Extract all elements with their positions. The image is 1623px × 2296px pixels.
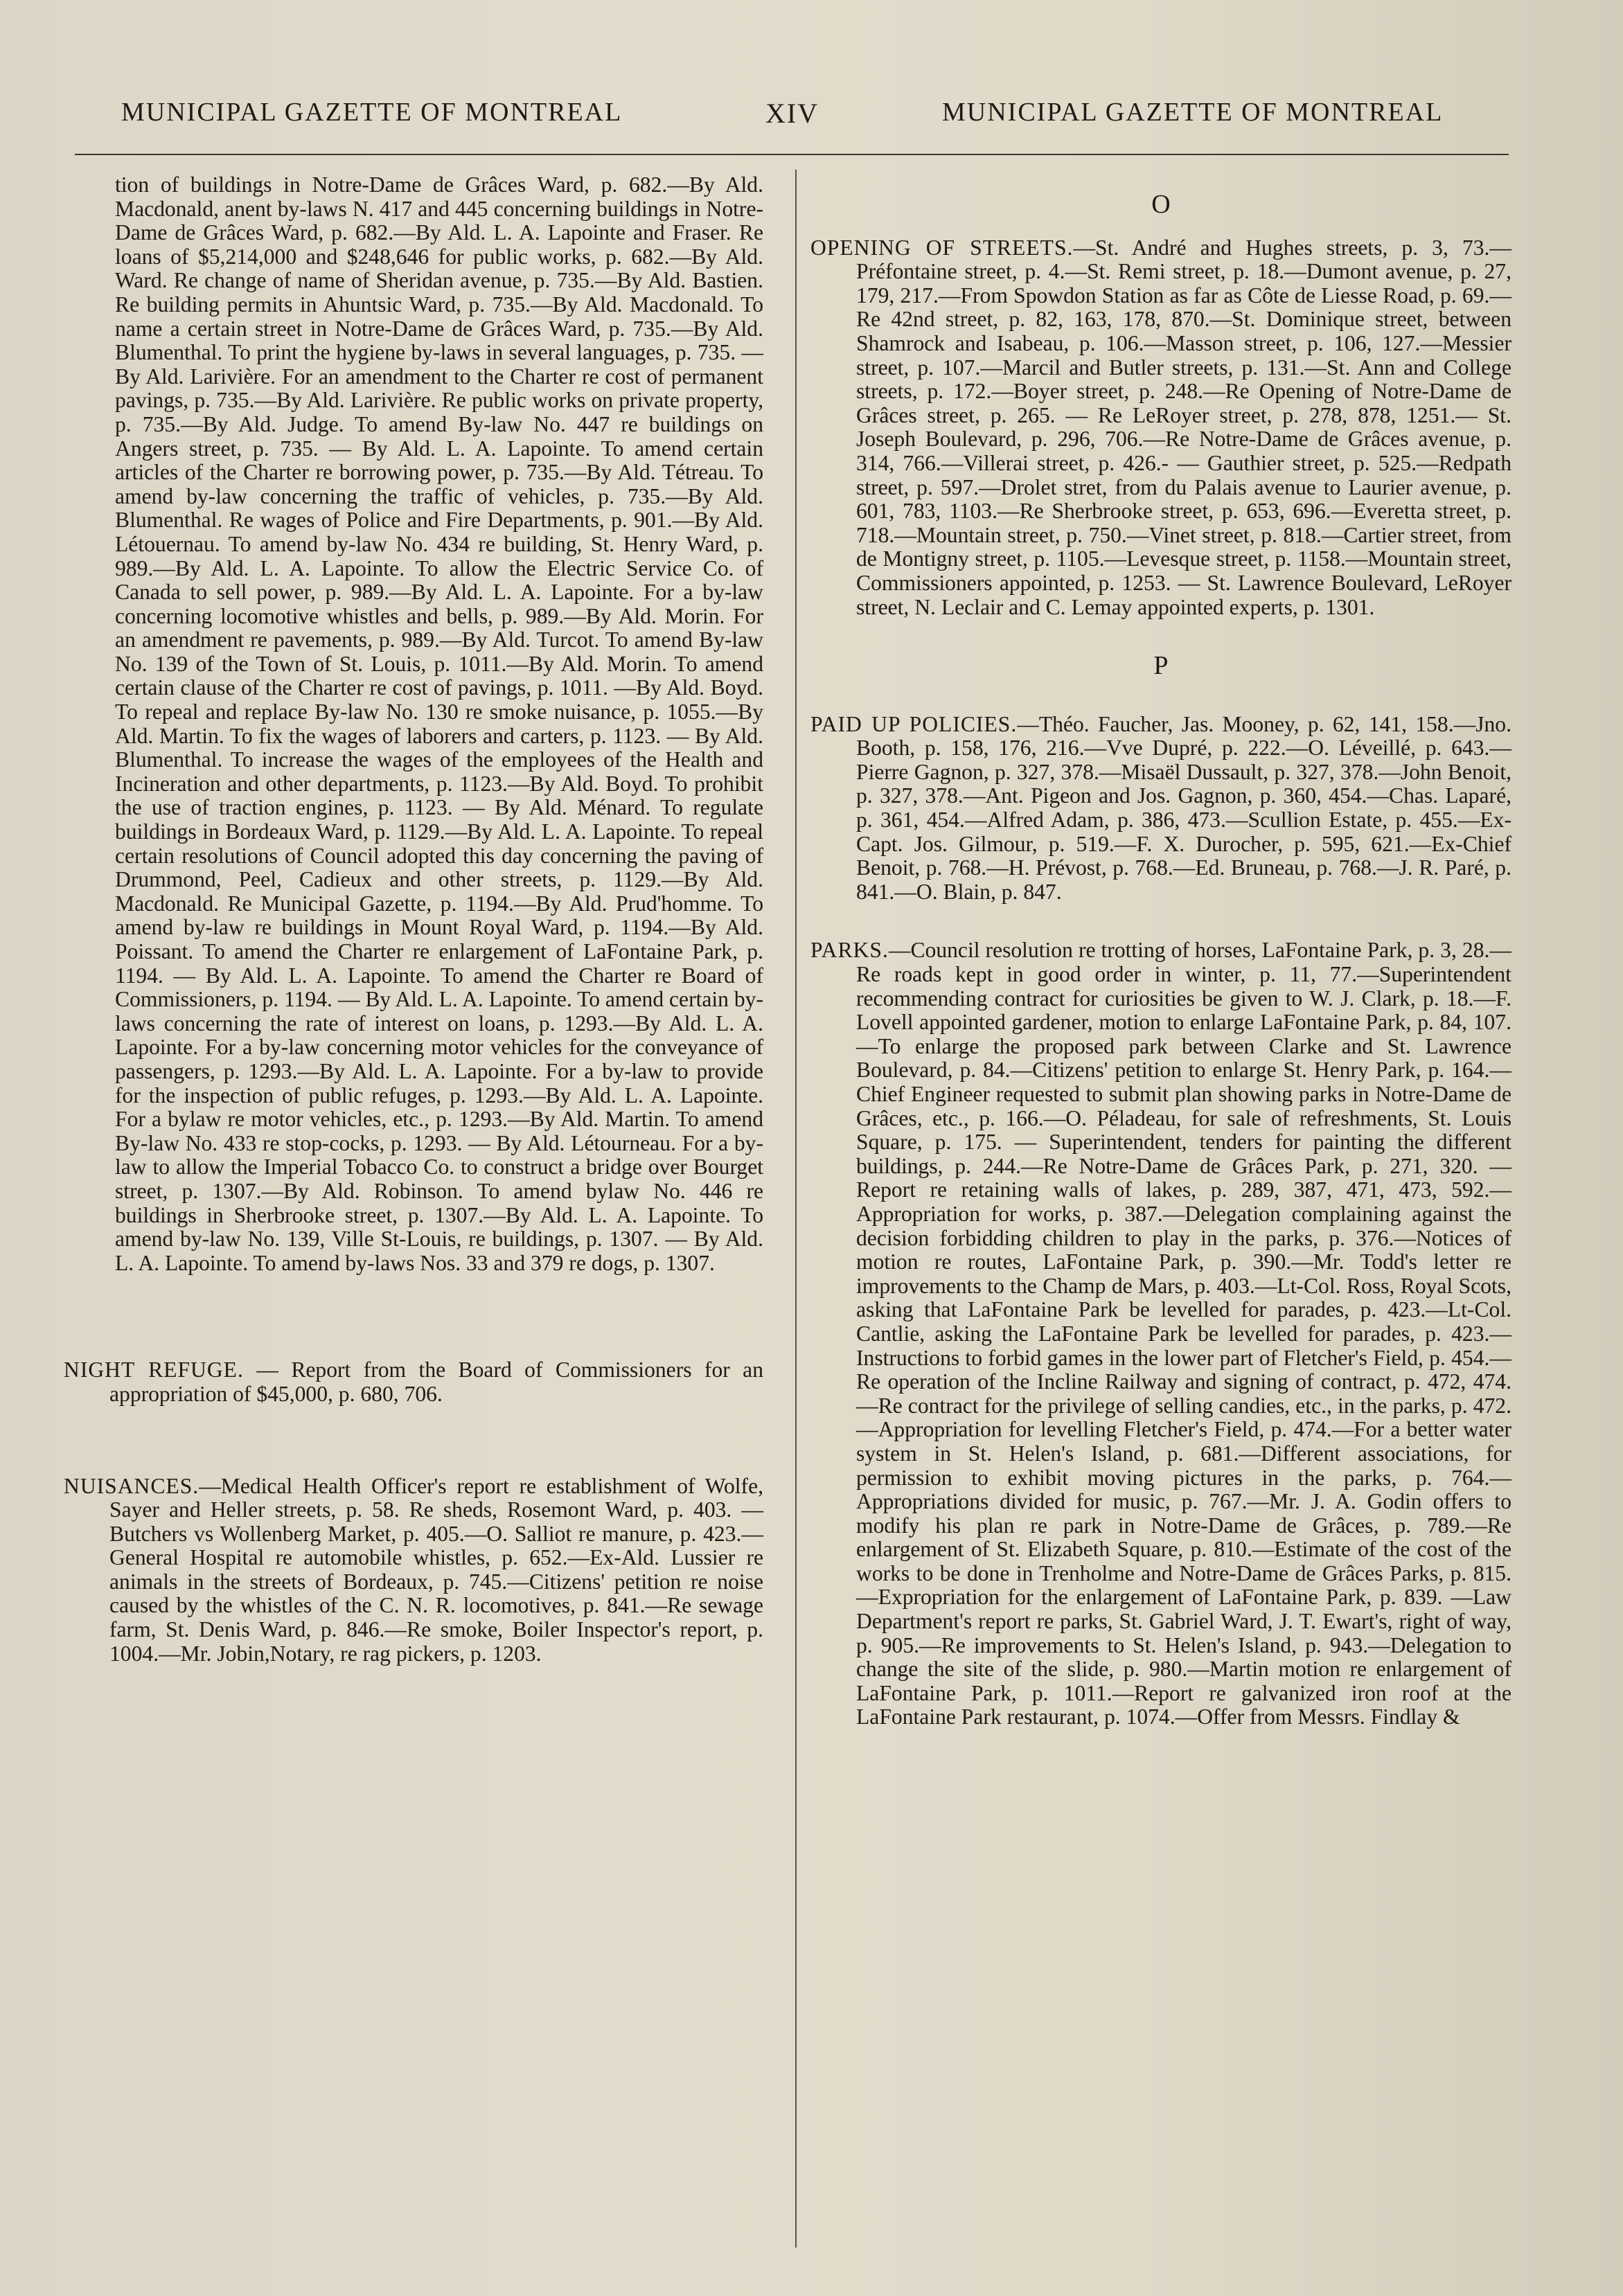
spacer bbox=[810, 217, 1511, 236]
spacer bbox=[64, 1455, 763, 1475]
index-entry-nuisances bbox=[64, 1475, 763, 1666]
page-number: XIV bbox=[765, 98, 819, 129]
spacer bbox=[810, 619, 1511, 654]
spacer bbox=[810, 904, 1511, 938]
entry-text: —Théo. Faucher, Jas. Mooney, p. 62, 141, 158.—Jno. Booth, p. 158, 176, 216.—Vve Dupré, p. 222.—O. Léveillé, p. 643.—Pierre Gagnon, p. 327, 378.—Misaël Dussault, p. 327, 378.—John Benoit, p. 327, 378.—Ant. Pigeon and Jos. Gagnon, p. 360, 454.—Chas. Laparé, p. 361, 454.—Alfred Adam, p. 386, 473.—Scullion Estate, p. 455.—Ex-Capt. Jos. Gilmour, p. 519.—F. X. Durocher, p. 595, 621.—Ex-Chief Benoit, p. 768.—H. Prévost, p. 768.—Ed. Bruneau, p. 768.—J. R. Paré, p. 841.—O. Blain, p. 847. bbox=[856, 711, 1512, 904]
index-entry-opening-of-streets bbox=[810, 236, 1511, 620]
right-column bbox=[810, 173, 1511, 1729]
entry-heading: PARKS. bbox=[810, 938, 889, 963]
left-column bbox=[64, 173, 763, 1666]
entry-text: —Council resolution re trotting of horses, LaFontaine Park, p. 3, 28.—Re roads kept in good order in winter, p. 11, 77.—Superintendent recommending contract for curiosities be given to W. J. Clark, p. 18.—F. Lovell appointed gardener, motion to enlarge LaFontaine Park, p. 84, 107.—To enlarge the proposed park between Clarke and St. Lawrence Boulevard, p. 84.—Citizens' petition to enlarge St. Henry Park, p. 164.—Chief Engineer requested to submit plan showing parks in Notre-Dame de Grâces, etc., p. 166.—O. Péladeau, for sale of refreshments, St. Louis Square, p. 175. — Superintendent, tenders for painting the different buildings, p. 244.—Re Notre-Dame de Grâces Park, p. 271, 320. — Report re retaining walls of lakes, p. 289, 387, 471, 473, 592.—Appropriation for works, p. 387.—Delegation complaining against the decision forbidding children to play in the parks, p. 376.—Notices of motion re routes, LaFontaine Park, p. 390.—Mr. Todd's letter re improvements to the Champ de Mars, p. 403.—Lt-Col. Ross, Royal Scots, asking that LaFontaine Park be levelled for parades, p. 423.—Lt-Col. Cantlie, asking the LaFontaine Park be levelled for parades, p. 423.—Instructions to forbid games in the lower part of Fletcher's Field, p. 454.—Re operation of the Incline Railway and signing of contract, p. 472, 474.—Re contract for the privilege of selling candies, etc., in the parks, p. 472.—Appropriation for levelling Fletcher's Field, p. 474.—For a better water system in St. Helen's Island, p. 681.—Different associations, for permission to exhibit moving pictures in the parks, p. 764.—Appropriations divided for music, p. 767.—Mr. J. A. Godin offers to modify his plan re park in Notre-Dame de Grâces, p. 789.—Re enlargement of St. Elizabeth Square, p. 810.—Estimate of the cost of the works to be done in Trenholme and Notre-Dame de Grâces Parks, p. 815.—Expropriation for the enlargement of LaFontaine Park, p. 839. —Law Department's report re parks, St. Gabriel Ward, J. T. Ewart's, right of way, p. 905.—Re improvements to St. Helen's Island, p. 943.—Delegation to change the site of the slide, p. 980.—Martin motion re enlargement of LaFontaine Park, p. 1011.—Report re galvanized iron roof at the LaFontaine Park restaurant, p. 1074.—Offer from Messrs. Findlay & bbox=[856, 938, 1511, 1729]
motions-continuation: tion of buildings in Notre-Dame de Grâces Ward, p. 682.—By Ald. Macdonald, anent by-laws N. 417 and 445 concerning buildings in Notre-Dame de Grâces Ward, p. 682.—By Ald. L. A. Lapointe and Fraser. Re loans of $5,214,000 and $248,646 for public works, p. 682.—By Ald. Ward. Re change of name of Sheridan avenue, p. 735.—By Ald. Bastien. Re building permits in Ahuntsic Ward, p. 735.—By Ald. Macdonald. To name a certain street in Notre-Dame de Grâces Ward, p. 735.—By Ald. Blumenthal. To print the hygiene by-laws in several languages, p. 735. — By Ald. Larivière. For an amendment to the Charter re cost of permanent pavings, p. 735.—By Ald. Larivière. Re public works on private property, p. 735.—By Ald. Judge. To amend By-law No. 447 re buildings on Angers street, p. 735. — By Ald. L. A. Lapointe. To amend certain articles of the Charter re borrowing power, p. 735.—By Ald. Tétreau. To amend by-law concerning the traffic of vehicles, p. 735.—By Ald. Blumenthal. Re wages of Police and Fire Departments, p. 901.—By Ald. Létouernau. To amend by-law No. 434 re building, St. Henry Ward, p. 989.—By Ald. L. A. Lapointe. To allow the Electric Service Co. of Canada to sell power, p. 989.—By Ald. L. A. Lapointe. For a by-law concerning locomotive whistles and bells, p. 989.—By Ald. Morin. For an amendment re pavements, p. 989.—By Ald. Turcot. To amend By-law No. 139 of the Town of St. Louis, p. 1011.—By Ald. Morin. To amend certain clause of the Charter re cost of pavings, p. 1011. —By Ald. Boyd. To repeal and replace By-law No. 130 re smoke nuisance, p. 1055.—By Ald. Martin. To fix the wages of laborers and carters, p. 1123. — By Ald. Blumenthal. To increase the wages of the employees of the Health and Incineration and other departments, p. 1123.—By Ald. Boyd. To prohibit the use of traction engines, p. 1123. — By Ald. Ménard. To regulate buildings in Bordeaux Ward, p. 1129.—By Ald. L. A. Lapointe. To repeal certain resolutions of Council adopted this day concerning the paving of Drummond, Peel, Cadieux and other streets, p. 1129.—By Ald. Macdonald. Re Municipal Gazette, p. 1194.—By Ald. Prud'homme. To amend by-law re buildings in Mount Royal Ward, p. 1194.—By Ald. Poissant. To amend the Charter re enlargement of LaFontaine Park, p. 1194. — By Ald. L. A. Lapointe. To amend the Charter re Board of Commissioners, p. 1194. — By Ald. L. A. Lapointe. To amend certain by-laws concerning the rate of interest on loans, p. 1293.—By Ald. L. A. Lapointe. For a by-law concerning motor vehicles for the conveyance of passengers, p. 1293.—By Ald. L. A. Lapointe. For a by-law to provide for the inspection of public refuges, p. 1293.—By Ald. L. A. Lapointe. For a bylaw re motor vehicles, etc., p. 1293.—By Ald. Martin. To amend By-law No. 433 re stop-cocks, p. 1293. — By Ald. Létourneau. For a by-law to allow the Imperial Tobacco Co. to construct a bridge over Bourget street, p. 1307.—By Ald. Robinson. To amend bylaw No. 446 re buildings in Sherbrooke street, p. 1307.—By Ald. L. A. Lapointe. To amend by-law No. 139, Ville St-Louis, re buildings, p. 1307. — By Ald. L. A. Lapointe. To amend by-laws Nos. 33 and 379 re dogs, p. 1307. bbox=[115, 172, 763, 1275]
section-letter-p: P bbox=[1153, 651, 1169, 681]
entry-text: —Medical Health Officer's report re establishment of Wolfe, Sayer and Heller streets, p. 58. Re sheds, Rosemont Ward, p. 403. — Butchers vs Wollenberg Market, p. 405.—O. Salliot re manure, p. 423.—General Hospital re automobile whistles, p. 652.—Ex-Ald. Lussier re animals in the streets of Bordeaux, p. 745.—Citizens' petition re noise caused by the whistles of the C. N. R. locomotives, p. 841.—Re sewage farm, St. Denis Ward, p. 846.—Re smoke, Boiler Inspector's report, p. 1004.—Mr. Jobin,Notary, re rag pickers, p. 1203. bbox=[109, 1473, 763, 1666]
entry-heading: OPENING OF STREETS. bbox=[810, 235, 1074, 260]
entry-heading: PAID UP POLICIES. bbox=[810, 711, 1018, 736]
entry-heading: NIGHT REFUGE. bbox=[64, 1358, 244, 1382]
header-rule bbox=[75, 154, 1509, 155]
running-header-right: MUNICIPAL GAZETTE OF MONTREAL bbox=[942, 98, 1444, 127]
spacer bbox=[64, 1407, 763, 1455]
column-divider bbox=[795, 170, 797, 2248]
spacer bbox=[810, 678, 1511, 713]
entry-text: —St. André and Hughes streets, p. 3, 73.—Préfontaine street, p. 4.—St. Remi street, p. 18.—Dumont avenue, p. 27, 179, 217.—From Spowdon Station as far as Côte de Liesse Road, p. 69.—Re 42nd street, p. 82, 163, 178, 870.—St. Dominique street, between Shamrock and Isabeau, p. 106.—Masson street, p. 106, 127.—Messier street, p. 107.—Marcil and Butler streets, p. 131.—St. Ann and College streets, p. 172.—Boyer street, p. 248.—Re Opening of Notre-Dame de Grâces street, p. 265. — Re LeRoyer street, p. 278, 878, 1251.— St. Joseph Boulevard, p. 296, 706.—Re Notre-Dame de Grâces avenue, p. 314, 766.—Villerai street, p. 426.- — Gauthier street, p. 525.—Redpath street, p. 597.—Drolet stret, from du Palais avenue to Laurier avenue, p. 601, 783, 1103.—Re Sherbrooke street, p. 653, 696.—Everetta street, p. 718.—Mountain street, p. 750.—Vinet street, p. 818.—Cartier street, from de Montigny street, p. 1105.—Levesque street, p. 1158.—Mountain street, Commissioners appointed, p. 1253. — St. Lawrence Boulevard, LeRoyer street, N. Leclair and C. Lemay appointed experts, p. 1301. bbox=[856, 235, 1511, 619]
index-entry-parks bbox=[810, 938, 1511, 1729]
index-entry-paid-up-policies bbox=[810, 713, 1511, 905]
spacer bbox=[64, 1324, 763, 1358]
section-letter-o: O bbox=[1151, 190, 1171, 219]
entry-text: — Report from the Board of Commissioners for an appropriation of $45,000, p. 680, 706. bbox=[109, 1358, 763, 1406]
spacer bbox=[64, 1275, 763, 1324]
entry-heading: NUISANCES. bbox=[64, 1473, 199, 1498]
running-header-left: MUNICIPAL GAZETTE OF MONTREAL bbox=[121, 98, 623, 127]
index-entry-night-refuge bbox=[64, 1358, 763, 1406]
